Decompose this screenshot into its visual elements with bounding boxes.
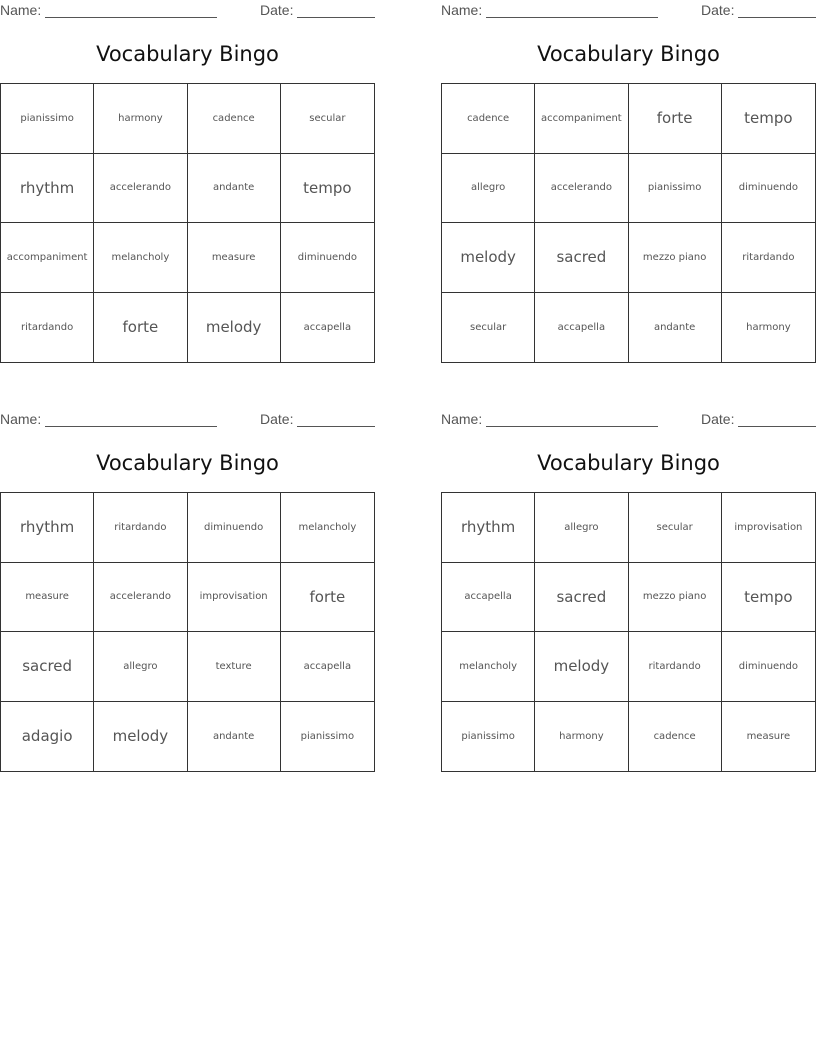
bingo-cell: melody <box>442 223 535 293</box>
bingo-cell: improvisation <box>722 493 815 563</box>
name-date-header <box>441 2 816 20</box>
bingo-cell: improvisation <box>188 563 281 633</box>
date-blank-line[interactable] <box>738 426 816 427</box>
date-blank-line[interactable] <box>738 17 816 18</box>
bingo-cell: secular <box>281 84 374 154</box>
card-title: Vocabulary Bingo <box>537 42 720 66</box>
bingo-cell: forte <box>94 293 187 363</box>
bingo-cell: accapella <box>442 563 535 633</box>
bingo-cell: rhythm <box>1 154 94 224</box>
card-title: Vocabulary Bingo <box>537 451 720 475</box>
bingo-cell: ritardando <box>722 223 815 293</box>
bingo-cell: tempo <box>722 84 815 154</box>
date-label: Date: <box>701 2 735 18</box>
bingo-cell: mezzo piano <box>629 563 722 633</box>
bingo-cell: ritardando <box>629 632 722 702</box>
bingo-grid <box>0 492 375 772</box>
name-date-header <box>0 411 375 429</box>
bingo-cell: mezzo piano <box>629 223 722 293</box>
bingo-cell: diminuendo <box>188 493 281 563</box>
bingo-cell: pianissimo <box>1 84 94 154</box>
bingo-cell: melody <box>94 702 187 772</box>
bingo-cell: forte <box>281 563 374 633</box>
name-blank-line[interactable] <box>486 17 658 18</box>
bingo-cell: melancholy <box>281 493 374 563</box>
date-blank-line[interactable] <box>297 17 375 18</box>
bingo-cell: ritardando <box>1 293 94 363</box>
bingo-cell: forte <box>629 84 722 154</box>
name-blank-line[interactable] <box>486 426 658 427</box>
name-blank-line[interactable] <box>45 426 217 427</box>
bingo-cell: accelerando <box>535 154 628 224</box>
bingo-cell: allegro <box>535 493 628 563</box>
bingo-cell: accapella <box>281 632 374 702</box>
bingo-cell: measure <box>1 563 94 633</box>
name-blank-line[interactable] <box>45 17 217 18</box>
bingo-cell: sacred <box>1 632 94 702</box>
bingo-cell: sacred <box>535 563 628 633</box>
bingo-cell: rhythm <box>442 493 535 563</box>
bingo-cell: melody <box>535 632 628 702</box>
bingo-cell: rhythm <box>1 493 94 563</box>
card-title: Vocabulary Bingo <box>96 42 279 66</box>
bingo-card-2 <box>441 0 816 363</box>
bingo-grid <box>0 83 375 363</box>
bingo-cell: harmony <box>746 321 791 333</box>
bingo-cell: adagio <box>1 702 94 772</box>
name-label: Name: <box>441 411 483 427</box>
bingo-cell: harmony <box>535 702 628 772</box>
bingo-cell: melancholy <box>442 632 535 702</box>
bingo-cell: cadence <box>188 84 281 154</box>
date-label: Date: <box>701 411 735 427</box>
bingo-cell: tempo <box>722 563 815 633</box>
bingo-cell: cadence <box>442 84 535 154</box>
bingo-cell: accapella <box>535 293 628 363</box>
bingo-cell: andante <box>188 154 281 224</box>
bingo-cell: texture <box>188 632 281 702</box>
bingo-cell: sacred <box>535 223 628 293</box>
name-label: Name: <box>0 411 42 427</box>
bingo-cell: accompaniment <box>1 223 94 293</box>
bingo-cell: ritardando <box>94 493 187 563</box>
bingo-grid <box>441 83 816 363</box>
bingo-cell: melancholy <box>94 223 187 293</box>
name-date-header <box>441 411 816 429</box>
bingo-cell: diminuendo <box>722 154 815 224</box>
date-label: Date: <box>260 2 294 18</box>
name-label: Name: <box>441 2 483 18</box>
bingo-cell: pianissimo <box>442 702 535 772</box>
name-label: Name: <box>0 2 42 18</box>
bingo-cell: pianissimo <box>629 154 722 224</box>
bingo-card-3 <box>0 409 375 772</box>
date-label: Date: <box>260 411 294 427</box>
bingo-cell: cadence <box>629 702 722 772</box>
bingo-cell: pianissimo <box>300 730 355 742</box>
name-date-header <box>0 2 375 20</box>
bingo-card-4 <box>441 409 816 772</box>
bingo-cell: melody <box>188 293 281 363</box>
card-title: Vocabulary Bingo <box>96 451 279 475</box>
date-blank-line[interactable] <box>297 426 375 427</box>
bingo-cell: allegro <box>442 154 535 224</box>
bingo-cell: diminuendo <box>722 632 815 702</box>
bingo-cell: accelerando <box>94 563 187 633</box>
bingo-cell: tempo <box>281 154 374 224</box>
bingo-grid <box>441 492 816 772</box>
bingo-cell: secular <box>442 293 535 363</box>
bingo-cell: accompaniment <box>535 84 628 154</box>
bingo-cell: accapella <box>303 321 352 333</box>
bingo-cell: andante <box>188 702 281 772</box>
bingo-cell: measure <box>746 730 791 742</box>
bingo-cell: secular <box>629 493 722 563</box>
bingo-cell: harmony <box>94 84 187 154</box>
bingo-cell: diminuendo <box>281 223 374 293</box>
bingo-cell: andante <box>629 293 722 363</box>
bingo-cell: allegro <box>94 632 187 702</box>
bingo-cell: accelerando <box>94 154 187 224</box>
bingo-card-1 <box>0 0 375 363</box>
bingo-cell: measure <box>188 223 281 293</box>
